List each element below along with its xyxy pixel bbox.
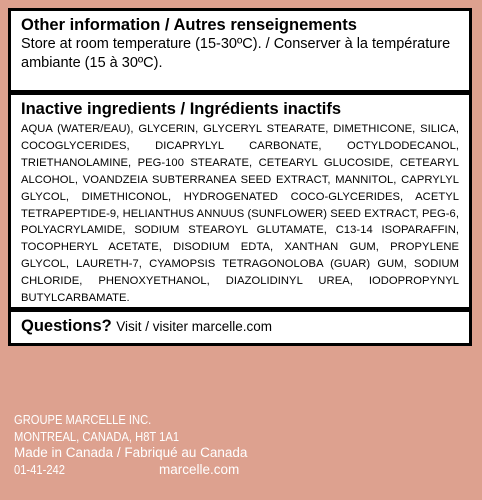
ingredients-list: AQUA (WATER/EAU), GLYCERIN, GLYCERYL STEARATE, DIMETHICONE, SILICA, COCOGLYCERIDES, DICAPRYLYL CARBONATE, OCTYLDODECANOL, TRIETHANOLAMINE, PEG-100 STEARATE, CETEARYL GLUCOSIDE, CETEARYL ALCOHOL, VOANDZEIA SUBTERRANEA SEED EXTRACT, MANNITOL, CAPRYLYL GLYCOL, DIMETHICONOL, HYDROGENATED COCO-GLYCERIDES, ACETYL TETRAPEPTIDE-9, HELIANTHUS ANNUUS (SUNFLOWER) SEED EXTRACT, PEG-6, POLYACRYLAMIDE, SODIUM STEAROYL GLUTAMATE, C13-14 ISOPARAFFIN, TOCOPHERYL ACETATE, DISODIUM EDTA, XANTHAN GUM, PROPYLENE GLYCOL, LAURETH-7, CYAMOPSIS TETRAGONOLOBA (GUAR) GUM, SODIUM CHLORIDE, PHENOXYETHANOL, DIAZOLIDINYL UREA, IODOPROPYNYL BUTYLCARBAMATE.: [21, 123, 459, 305]
storage-text: Store at room temperature (15-30ºC). / Conserver à la température ambiante (15 à 30ºC).: [21, 36, 451, 71]
product-code: 01-41-242: [14, 461, 65, 477]
questions-text: Visit / visiter marcelle.com: [116, 319, 273, 334]
company-name: GROUPE MARCELLE INC.: [14, 412, 152, 427]
questions-label: Questions?: [21, 317, 112, 335]
questions-section: [11, 312, 469, 343]
other-information-heading: Other information / Autres renseignements: [21, 16, 357, 34]
made-in-text: Made in Canada / Fabriqué au Canada: [14, 445, 248, 460]
company-address: MONTREAL, CANADA, H8T 1A1: [14, 428, 180, 444]
inactive-ingredients-section: [11, 95, 469, 309]
other-information-section: [11, 11, 469, 93]
website-text: marcelle.com: [159, 461, 240, 477]
drug-facts-panel: [8, 8, 472, 346]
inactive-ingredients-heading: Inactive ingredients / Ingrédients inactifs: [21, 100, 341, 118]
